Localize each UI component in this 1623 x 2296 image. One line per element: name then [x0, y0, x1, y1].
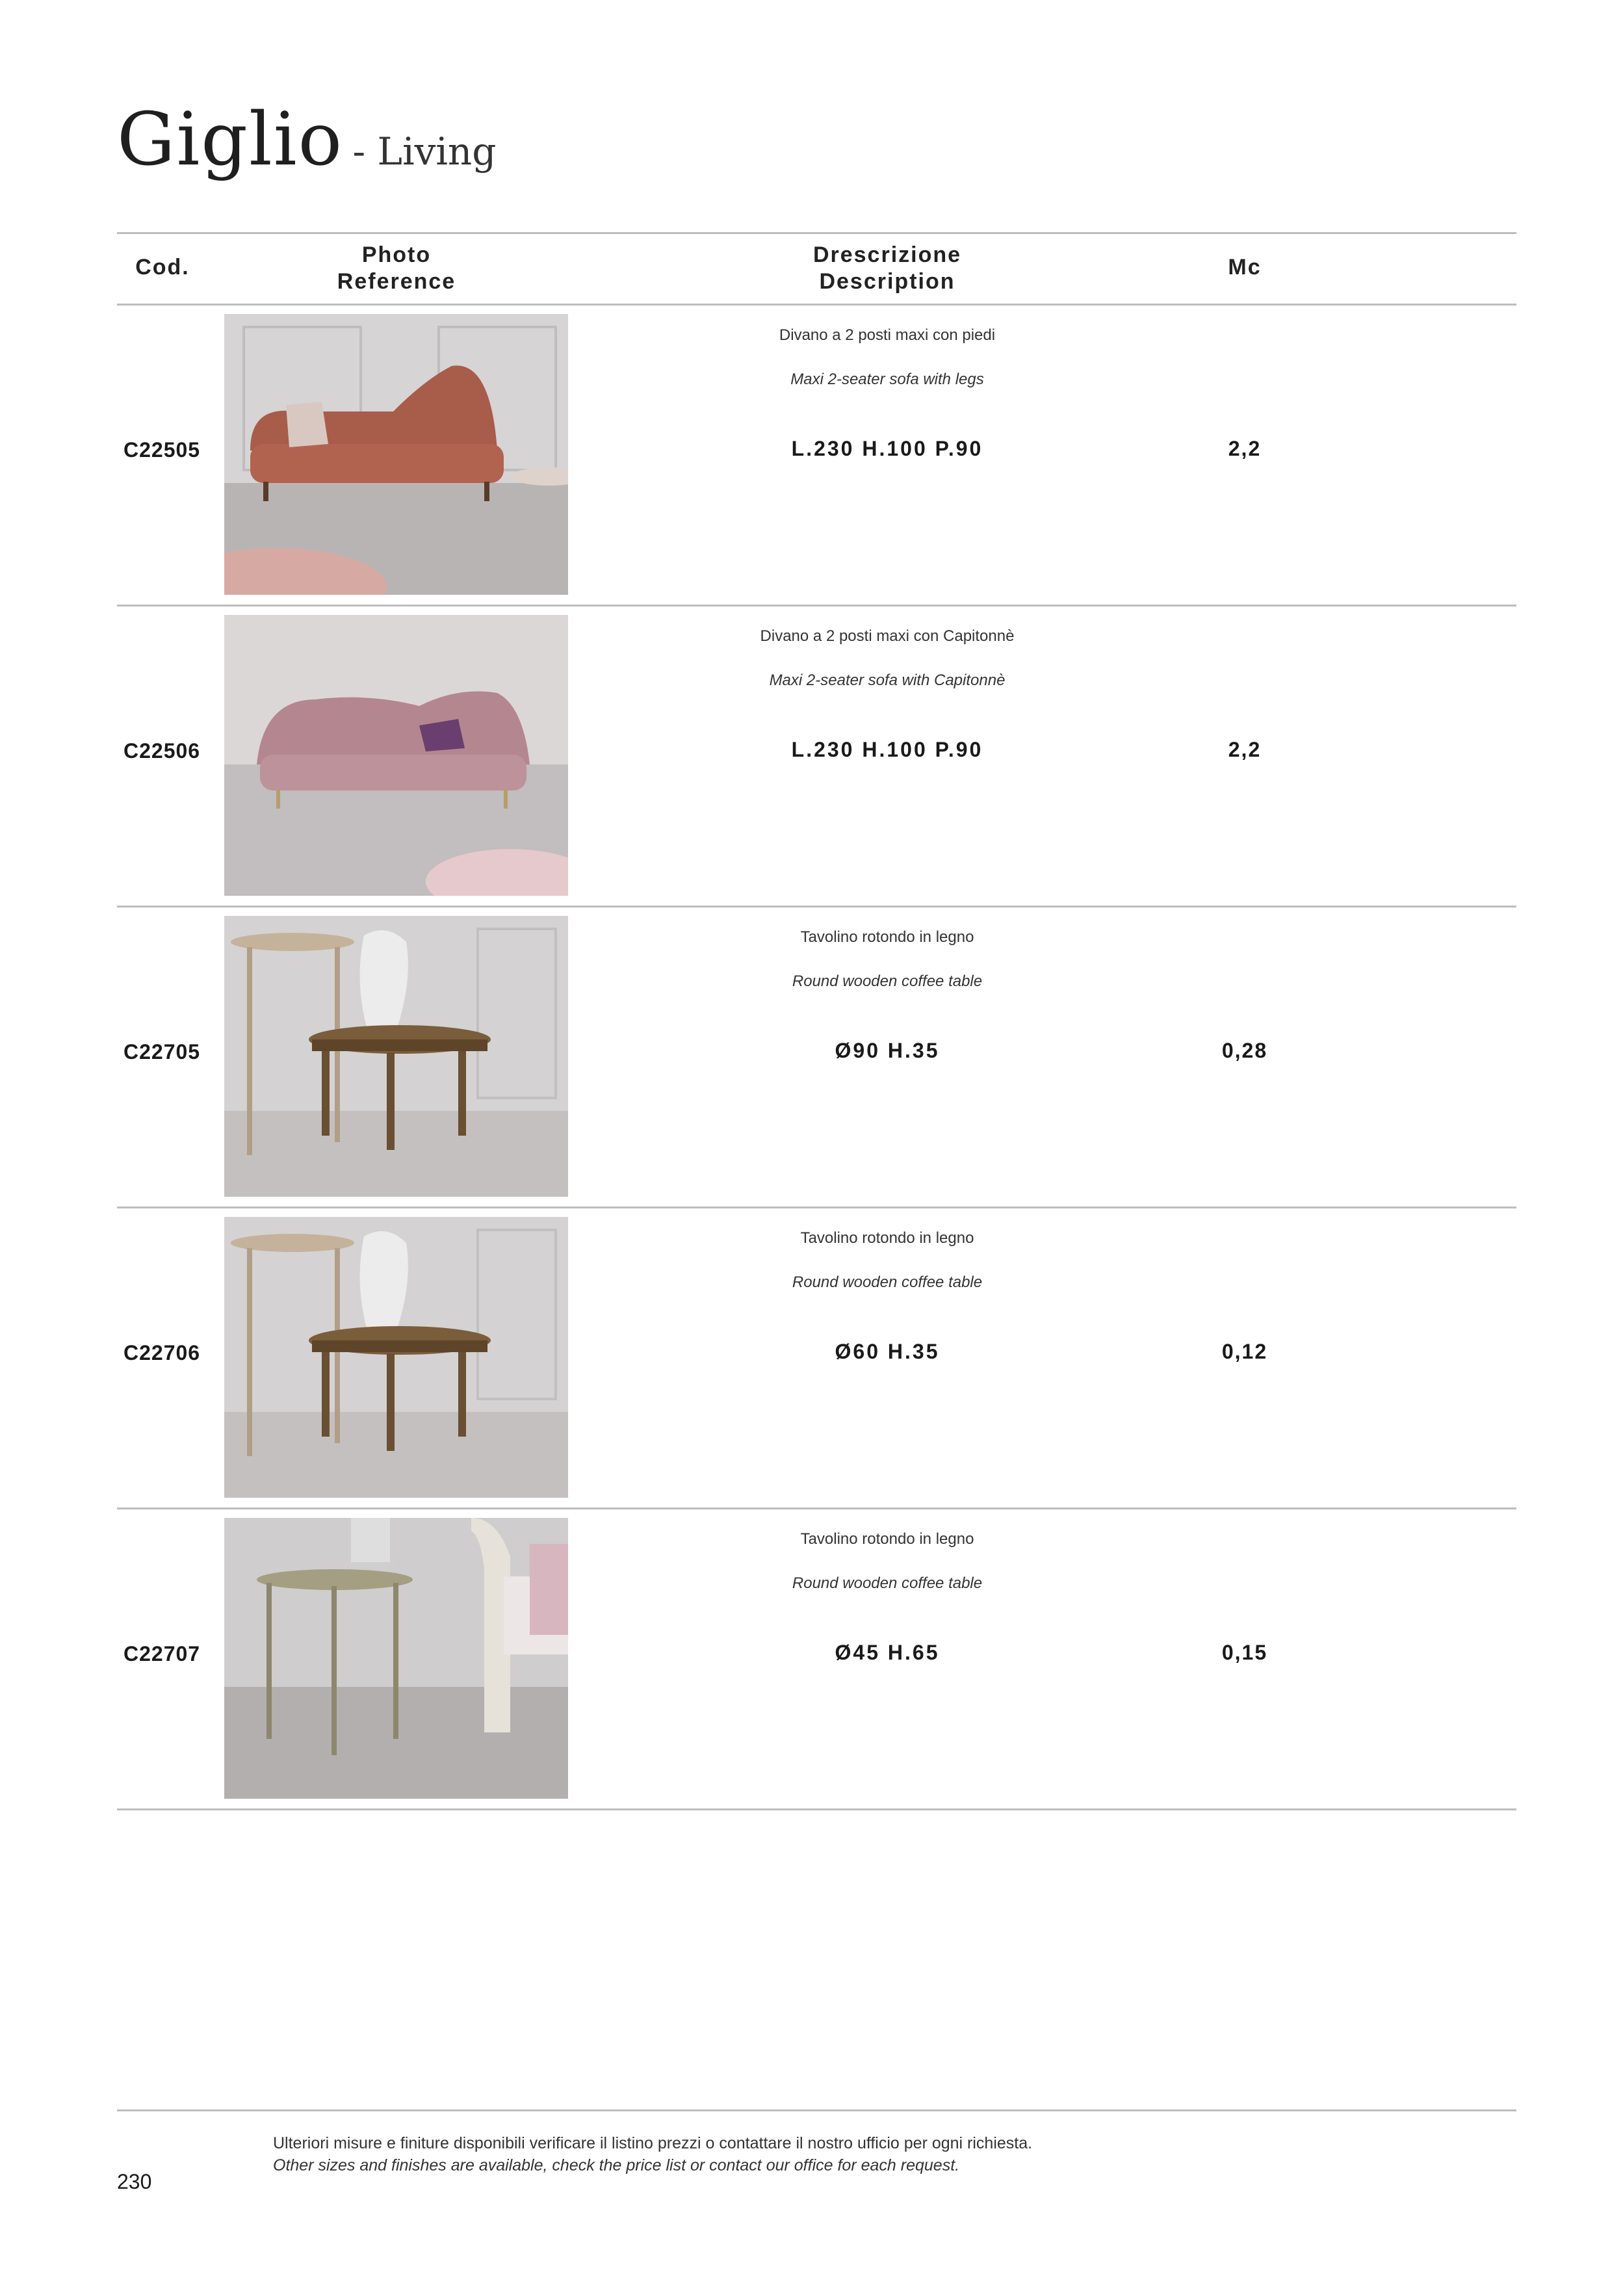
description-english: Maxi 2-seater sofa with Capitonnè — [769, 672, 1006, 689]
description-english: Maxi 2-seater sofa with legs — [790, 371, 984, 388]
dimensions: Ø45 H.65 — [835, 1641, 940, 1664]
page-number: 230 — [117, 2170, 152, 2193]
product-code: C22705 — [123, 1040, 201, 1063]
cubic-meters: 0,15 — [1221, 1641, 1268, 1664]
header-code: Cod. — [135, 255, 190, 280]
dimensions: Ø90 H.35 — [835, 1039, 940, 1062]
collection-section: - Living — [352, 129, 497, 174]
cubic-meters: 2,2 — [1228, 437, 1262, 460]
footnote — [273, 2132, 1032, 2176]
capitonne-sofa-photo — [224, 615, 568, 896]
description-italian: Tavolino rotondo in legno — [800, 1530, 974, 1548]
product-code: C22505 — [123, 438, 201, 462]
coffee-table-photo — [224, 916, 568, 1197]
sofa-photo — [224, 314, 568, 595]
footnote-english: Other sizes and finishes are available, check the price list or contact our office for each request. — [273, 2156, 960, 2174]
table-row — [0, 1508, 1623, 1808]
description-english: Round wooden coffee table — [792, 1273, 983, 1291]
header-photo: Photo Reference — [337, 242, 456, 294]
coffee-table-photo — [224, 1217, 568, 1498]
description-english: Round wooden coffee table — [792, 972, 983, 990]
cubic-meters: 2,2 — [1228, 738, 1262, 761]
dimensions: L.230 H.100 P.90 — [791, 738, 983, 761]
product-code: C22707 — [123, 1642, 201, 1665]
table-row — [0, 304, 1623, 605]
table-bottom-rule — [117, 1808, 1516, 1810]
table-row — [0, 605, 1623, 906]
collection-name: Giglio — [117, 98, 344, 182]
description-english: Round wooden coffee table — [792, 1574, 983, 1592]
table-top-rule — [117, 232, 1516, 234]
description-italian: Tavolino rotondo in legno — [800, 1229, 974, 1247]
description-italian: Divano a 2 posti maxi con piedi — [779, 326, 996, 344]
description-italian: Divano a 2 posti maxi con Capitonnè — [760, 627, 1015, 645]
dimensions: Ø60 H.35 — [835, 1340, 940, 1363]
table-row — [0, 906, 1623, 1207]
product-code: C22506 — [123, 739, 201, 763]
description-italian: Tavolino rotondo in legno — [800, 928, 974, 946]
cubic-meters: 0,28 — [1221, 1039, 1268, 1062]
page-title — [117, 98, 496, 182]
table-row — [0, 1207, 1623, 1507]
cubic-meters: 0,12 — [1221, 1340, 1268, 1363]
footnote-italian: Ulteriori misure e finiture disponibili verificare il listino prezzi o contattare il nostro ufficio per ogni richiesta. — [273, 2134, 1033, 2152]
footer-rule — [117, 2109, 1516, 2111]
product-code: C22706 — [123, 1341, 201, 1364]
dimensions: L.230 H.100 P.90 — [791, 437, 983, 460]
side-table-photo — [224, 1518, 568, 1799]
header-description: Drescrizione Description — [812, 242, 962, 294]
header-mc: Mc — [1228, 255, 1262, 280]
